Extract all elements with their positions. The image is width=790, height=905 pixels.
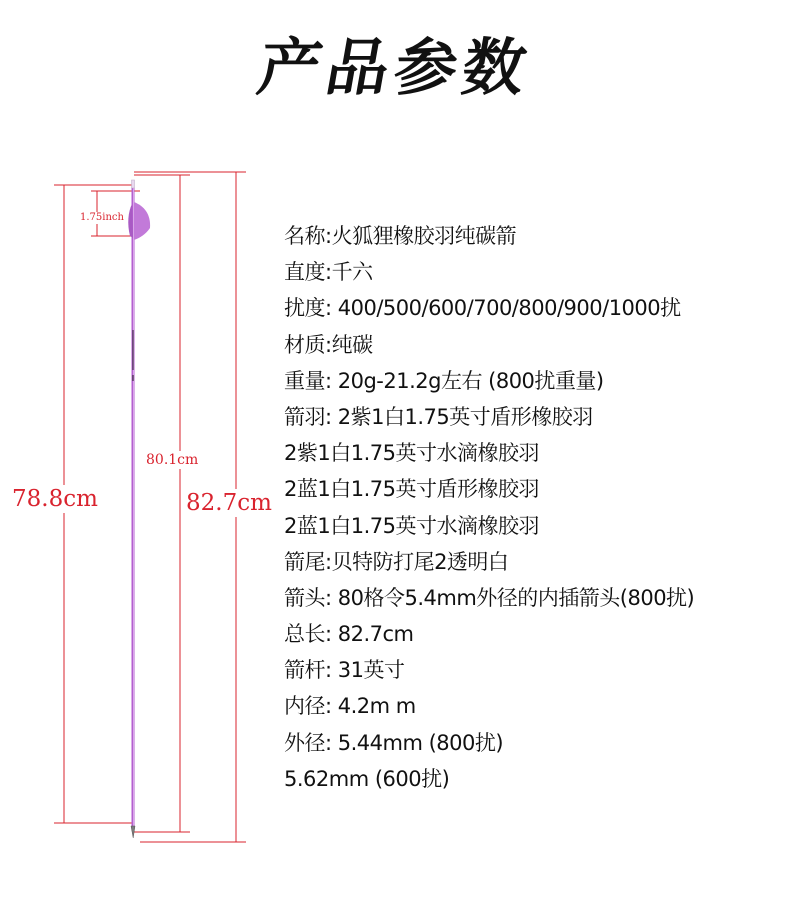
shaft-length-label: 80.1cm [146, 452, 199, 468]
spec-shaft: 箭杆: 31英寸 [284, 658, 405, 683]
length-right-label: 82.7cm [186, 490, 272, 516]
arrow-diagram [0, 0, 300, 901]
spec-spine: 扰度: 400/500/600/700/800/900/1000扰 [284, 296, 681, 321]
spec-straightness: 直度:千六 [284, 260, 373, 285]
spec-fletching: 箭羽: 2紫1白1.75英寸盾形橡胶羽 [284, 404, 593, 429]
spec-nock: 箭尾:贝特防打尾2透明白 [284, 549, 509, 574]
spec-list [284, 218, 790, 797]
spec-material: 材质:纯碳 [284, 332, 373, 357]
spec-name: 名称:火狐狸橡胶羽纯碳箭 [284, 224, 517, 248]
spec-outer-diameter: 外径: 5.44mm (800扰) [284, 730, 504, 755]
spec-outer-diameter-alt: 5.62mm (600扰) [284, 766, 450, 791]
spec-weight: 重量: 20g-21.2g左右 (800扰重量) [284, 368, 604, 393]
arrow-vane [134, 202, 150, 240]
fletch-length-label: 1.75inch [80, 212, 124, 223]
spec-fletching-option: 2蓝1白1.75英寸水滴橡胶羽 [284, 513, 539, 538]
page-title: 产品参数 [252, 31, 538, 104]
length-left-label: 78.8cm [12, 486, 98, 512]
spec-fletching-option: 2紫1白1.75英寸水滴橡胶羽 [284, 441, 539, 466]
spec-inner-diameter: 内径: 4.2m m [284, 694, 416, 719]
arrow-nock [132, 180, 135, 188]
spec-total-length: 总长: 82.7cm [284, 622, 414, 647]
spec-point: 箭头: 80格令5.4mm外径的内插箭头(800扰) [284, 585, 695, 610]
spec-fletching-option: 2蓝1白1.75英寸盾形橡胶羽 [284, 477, 539, 502]
